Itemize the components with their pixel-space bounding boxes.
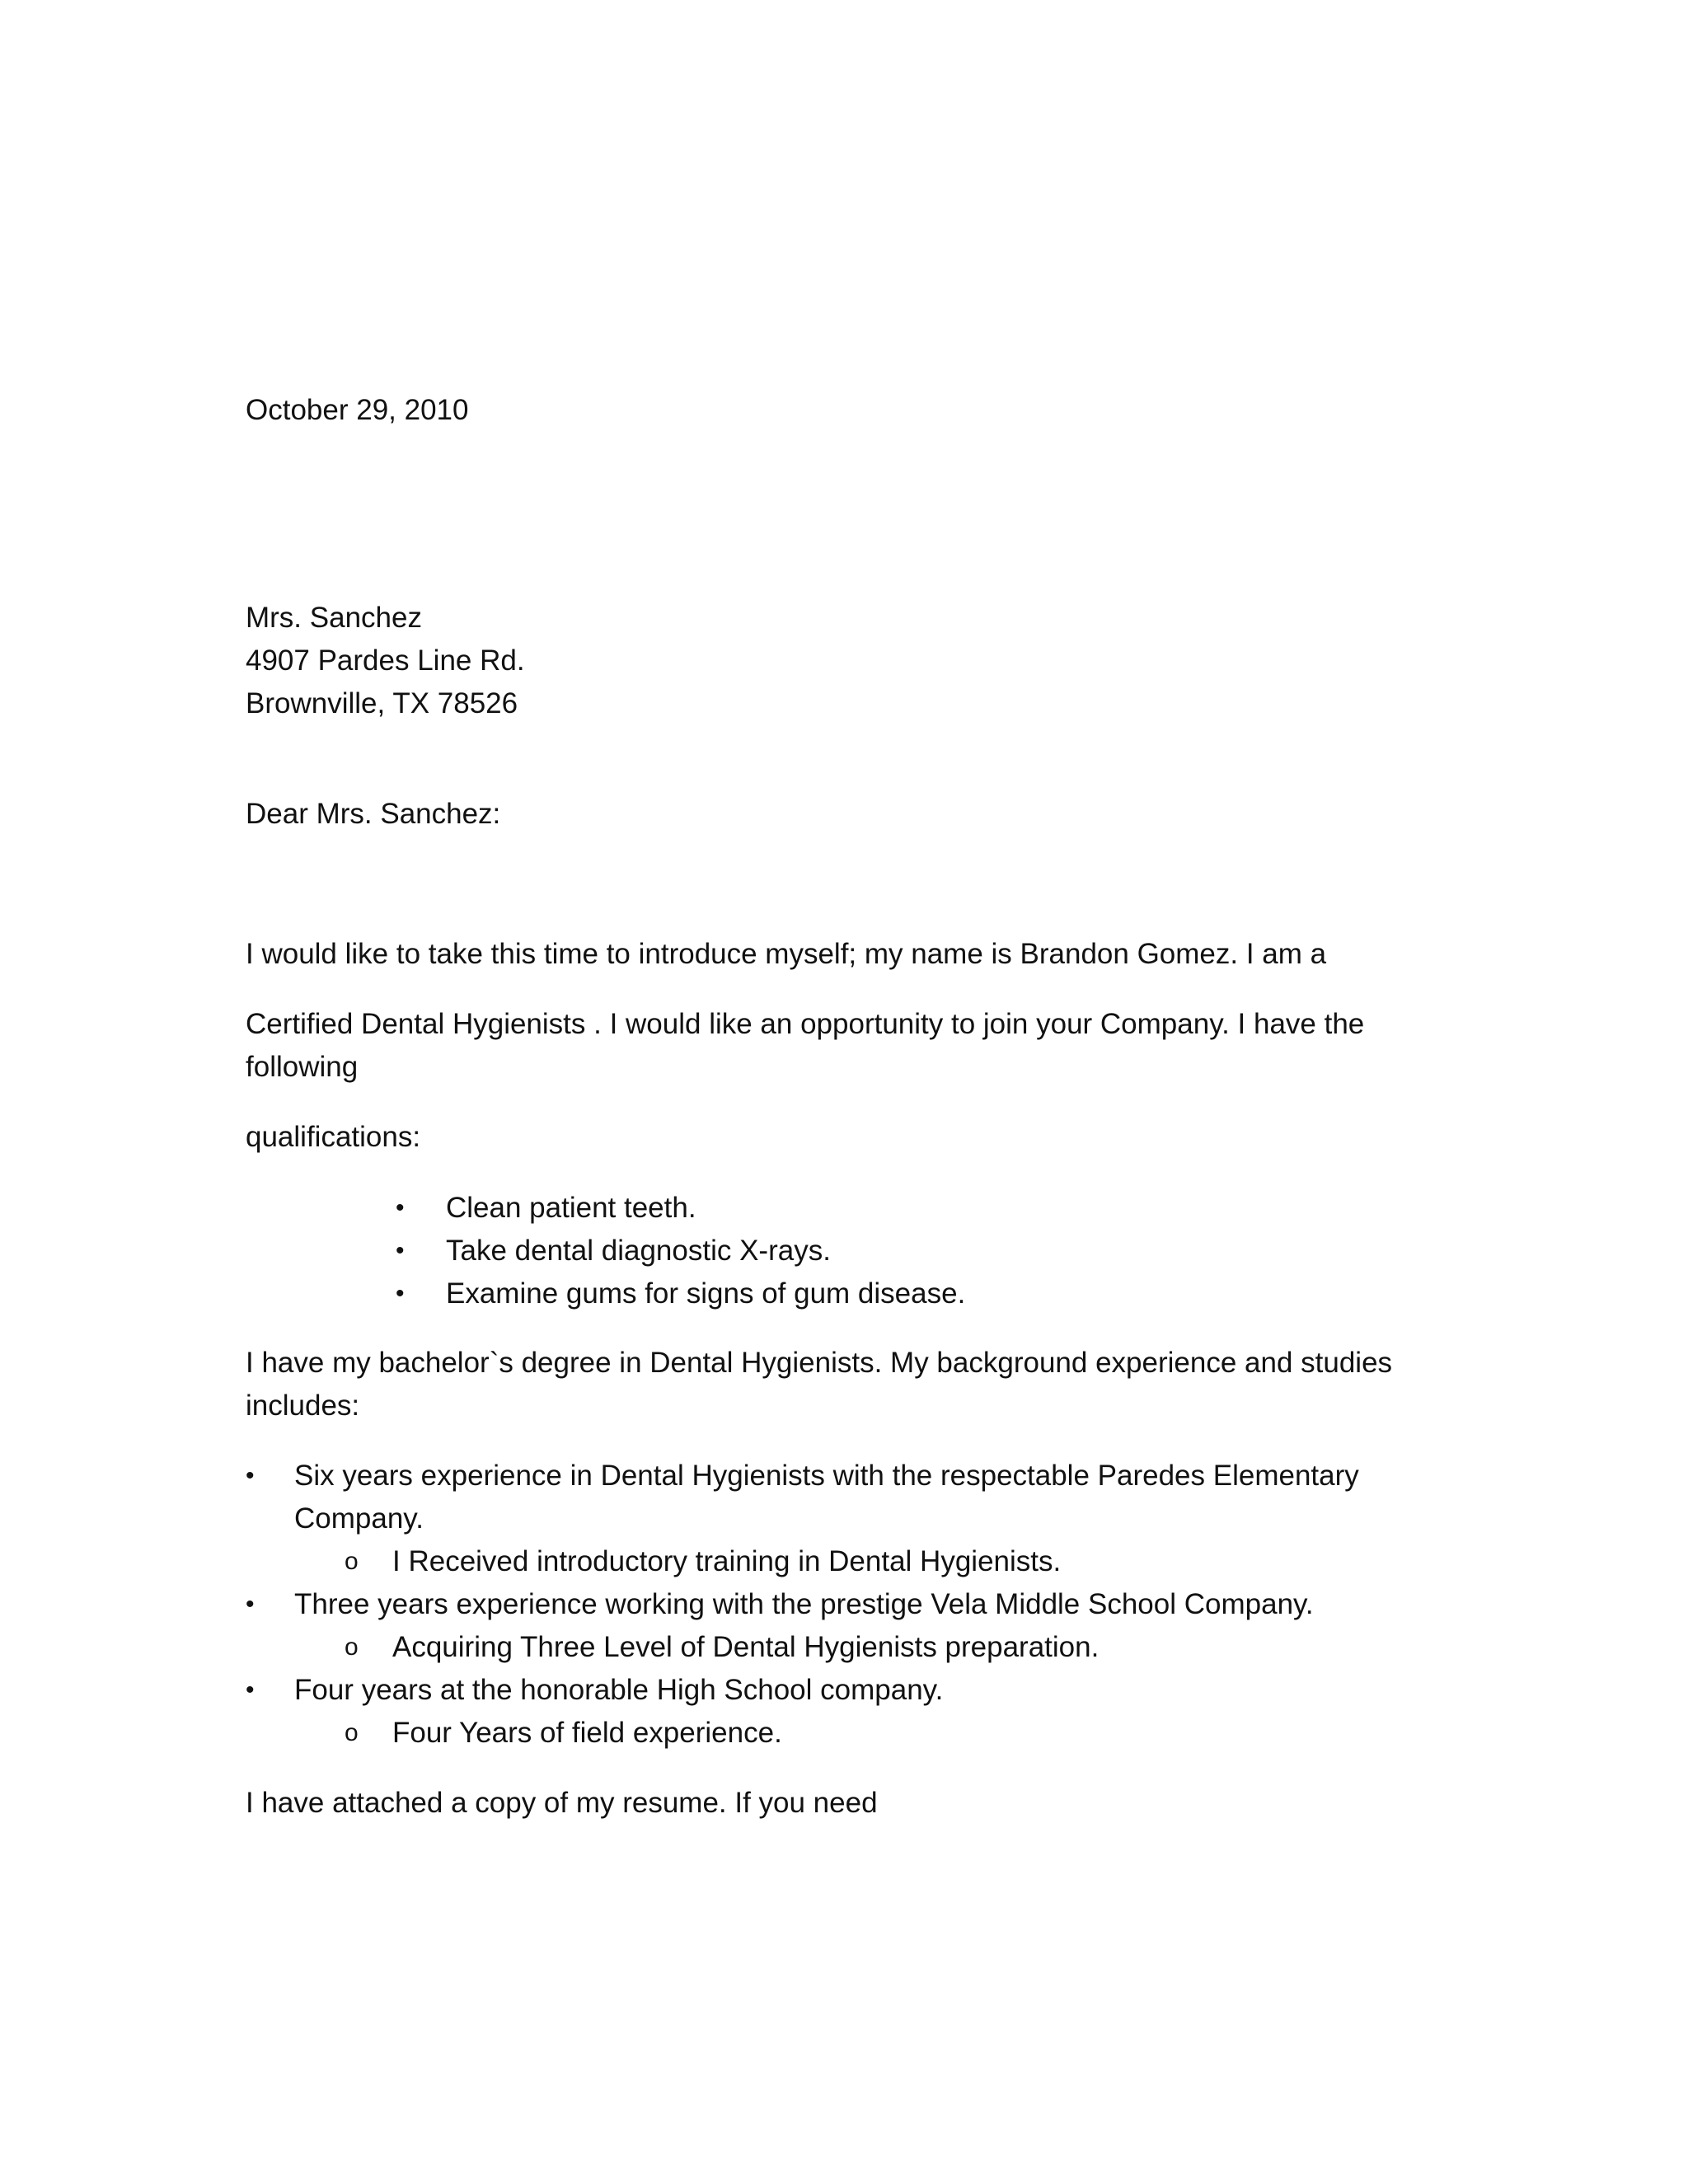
list-item-continuation: Company. — [294, 1502, 424, 1535]
list-item: Four years at the honorable High School company. — [294, 1674, 944, 1706]
bullet-icon: • — [396, 1280, 405, 1307]
degree-line: I have my bachelor`s degree in Dental Hygienists. My background experience and studies — [246, 1347, 1393, 1379]
sub-list-item: I Received introductory training in Dental Hygienists. — [392, 1545, 1062, 1577]
closing-line: I have attached a copy of my resume. If you need — [246, 1787, 878, 1819]
list-item: Six years experience in Dental Hygienists with the respectable Paredes Elementary — [294, 1460, 1359, 1492]
salutation: Dear Mrs. Sanchez: — [246, 798, 501, 830]
degree-line: includes: — [246, 1390, 360, 1422]
list-item: Examine gums for signs of gum disease. — [446, 1277, 966, 1310]
sub-bullet-icon: o — [345, 1633, 359, 1661]
intro-line: qualifications: — [246, 1121, 421, 1153]
bullet-icon: • — [246, 1676, 255, 1704]
sub-bullet-icon: o — [345, 1719, 359, 1746]
intro-line: I would like to take this time to introduce myself; my name is Brandon Gomez. I am a — [246, 938, 1327, 970]
recipient-city-line: Brownville, TX 78526 — [246, 687, 518, 719]
bullet-icon: • — [246, 1591, 255, 1618]
intro-line: Certified Dental Hygienists . I would like an opportunity to join your Company. I have the — [246, 1008, 1365, 1040]
bullet-icon: • — [396, 1237, 405, 1264]
bullet-icon: • — [246, 1462, 255, 1489]
recipient-name: Mrs. Sanchez — [246, 602, 422, 634]
sub-list-item: Four Years of field experience. — [392, 1717, 782, 1749]
list-item: Take dental diagnostic X-rays. — [446, 1235, 831, 1267]
list-item: Clean patient teeth. — [446, 1192, 696, 1224]
list-item: Three years experience working with the prestige Vela Middle School Company. — [294, 1588, 1314, 1620]
sub-list-item: Acquiring Three Level of Dental Hygienists preparation. — [392, 1631, 1100, 1663]
recipient-street: 4907 Pardes Line Rd. — [246, 644, 525, 677]
intro-line: following — [246, 1051, 359, 1083]
sub-bullet-icon: o — [345, 1548, 359, 1575]
letter-date: October 29, 2010 — [246, 394, 469, 426]
bullet-icon: • — [396, 1194, 405, 1221]
